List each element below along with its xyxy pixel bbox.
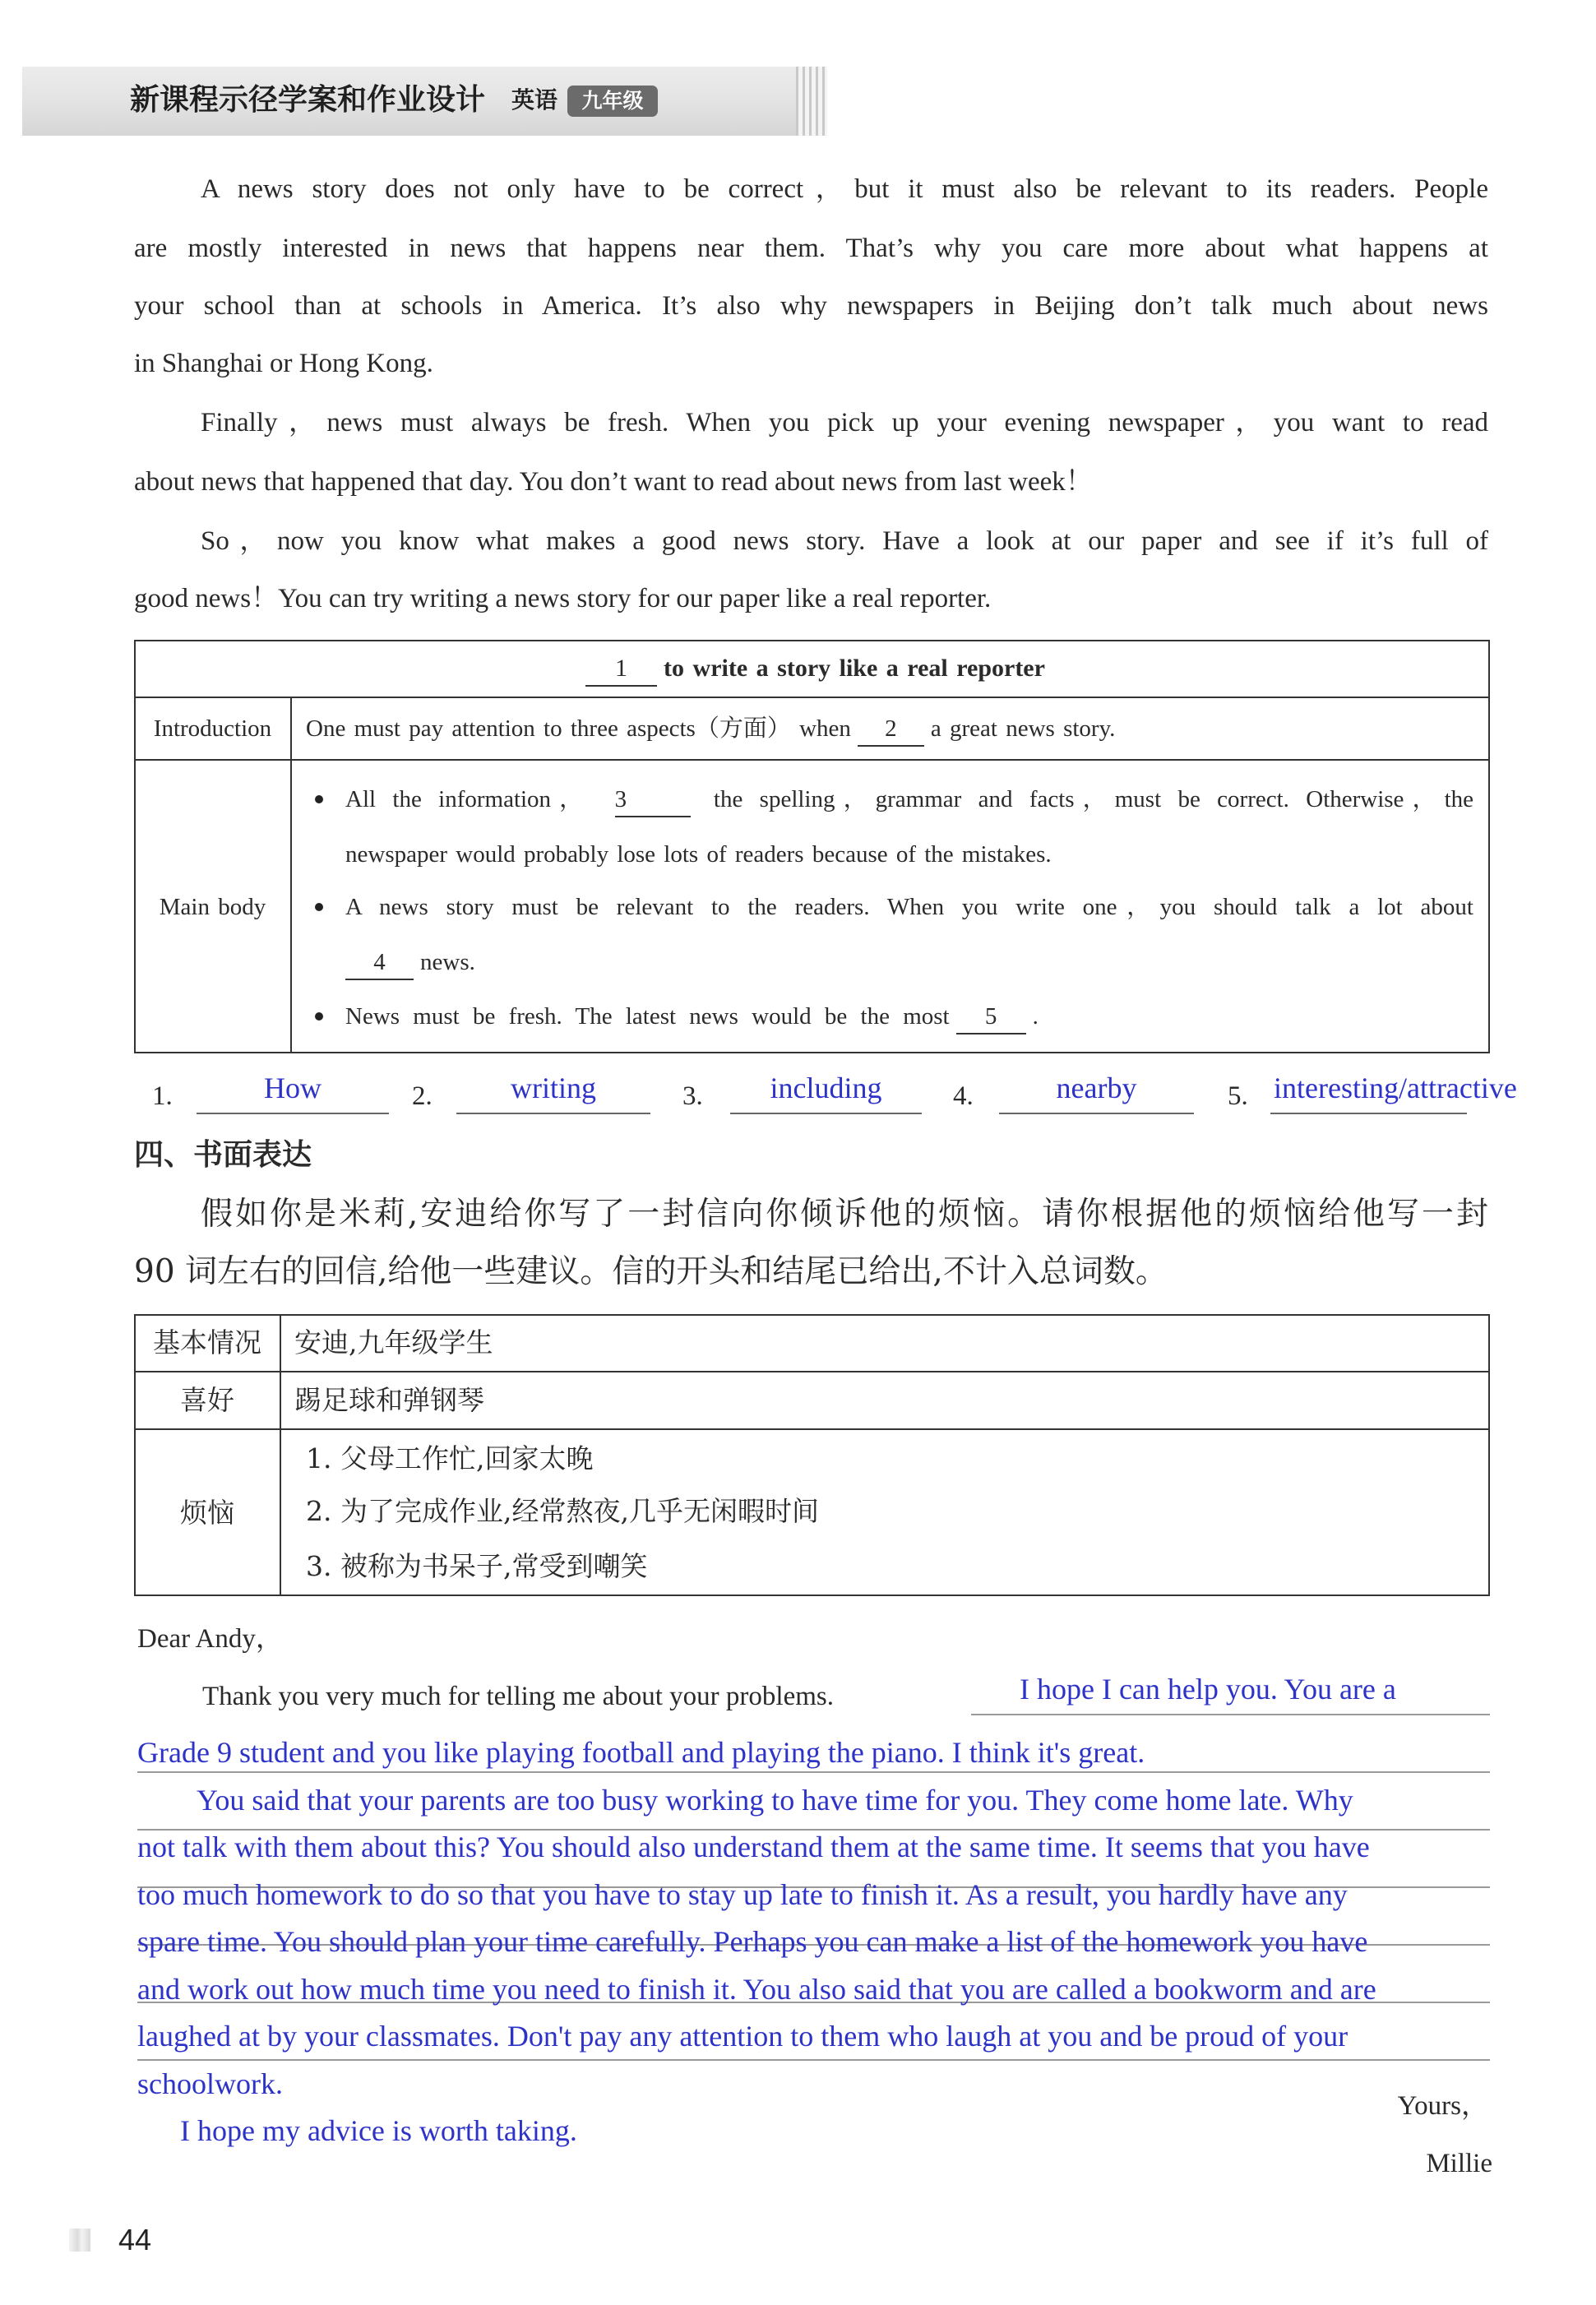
passage-line: A news story does not only have to be correct，but it must also be relevant to its readers. People	[201, 174, 1488, 204]
bullet-dot	[315, 1012, 323, 1021]
letter-answer-line: You said that your parents are too busy working to have time for you. They come home late. Why	[197, 1784, 1353, 1817]
answer-text: interesting/attractive	[1274, 1072, 1517, 1104]
grade-badge: 九年级	[567, 86, 658, 117]
subject-label: 英语	[511, 86, 558, 113]
bullet-dot	[315, 903, 323, 911]
bullet-dot	[315, 795, 323, 803]
bullet3-text-before: News must be fresh. The latest news would be the most	[345, 1003, 950, 1030]
answer-blank	[999, 1063, 1194, 1114]
blank-3: 3	[615, 783, 691, 817]
blank-2: 2	[858, 712, 924, 747]
blank-5: 5	[956, 1000, 1026, 1034]
answer-blank	[1270, 1063, 1517, 1114]
answer-number: 1.	[152, 1081, 173, 1111]
bullet3-line	[345, 992, 1039, 1041]
passage-line: in Shanghai or Hong Kong.	[134, 349, 433, 378]
letter-answer-line: not talk with them about this? You should also understand them at the same time. It seems that you have	[137, 1831, 1370, 1863]
title-text: to write a story like a real reporter	[664, 655, 1045, 682]
letter-greeting: Dear Andy，	[137, 1624, 283, 1654]
letter-answer-line: too much homework to do so that you have to stay up late to finish it. As a result, you hardly have any	[137, 1878, 1348, 1911]
passage-line: good news！You can try writing a news story for our paper like a real reporter.	[134, 584, 992, 613]
bullet1-line2: newspaper would probably lose lots of readers because of the mistakes.	[345, 841, 1052, 868]
letter-answer-line: spare time. You should plan your time carefully. Perhaps you can make a list of the homework you have	[137, 1925, 1368, 1958]
passage-line: So，now you know what makes a good news story. Have a look at our paper and see if it’s full of	[201, 526, 1488, 556]
worry-item: 3. 被称为书呆子,常受到嘲笑	[306, 1550, 648, 1582]
answer-text: including	[770, 1072, 882, 1104]
info-label-hobby: 喜好	[180, 1384, 234, 1416]
table-row-divider	[134, 1428, 1490, 1430]
letter-answer-line: laughed at by your classmates. Don't pay any attention to them who laugh at you and be proud of your	[137, 2020, 1349, 2053]
summary-table-title	[134, 644, 1490, 693]
prompt-line: 假如你是米莉,安迪给你写了一封信向你倾诉他的烦恼。请你根据他的烦恼给他写一封	[201, 1196, 1488, 1233]
letter-opening: Thank you very much for telling me about your problems.	[202, 1682, 834, 1711]
bullet1-text-before: All the information，	[345, 786, 592, 812]
letter-answer-line: I hope I can help you. You are a	[1020, 1673, 1396, 1706]
answer-number: 4.	[953, 1081, 974, 1111]
page-edge-mark	[69, 2229, 90, 2252]
info-value-hobby: 踢足球和弹钢琴	[294, 1384, 484, 1416]
book-title: 新课程示径学案和作业设计	[130, 83, 486, 117]
answer-text: How	[264, 1072, 322, 1104]
blank-1: 1	[585, 652, 657, 687]
bullet2-line1: A news story must be relevant to the readers. When you write one，you should talk a lot about	[345, 894, 1473, 920]
letter-answer-line: and work out how much time you need to finish it. You also said that you are called a bookworm and are	[137, 1973, 1376, 2006]
table-row-divider	[134, 697, 1490, 698]
answer-number: 3.	[682, 1081, 703, 1111]
worry-item: 1. 父母工作忙,回家太晚	[306, 1442, 594, 1474]
answer-blank	[197, 1063, 389, 1114]
letter-signature: Millie	[1426, 2149, 1492, 2178]
prompt-line: 90 词左右的回信,给他一些建议。信的开头和结尾已给出,不计入总词数。	[134, 1253, 1168, 1290]
answer-blank	[730, 1063, 922, 1114]
intro-label: Introduction	[153, 715, 272, 742]
header-stripes	[796, 67, 827, 136]
bullet2-text-after: news.	[420, 949, 475, 975]
answer-blank	[456, 1063, 650, 1114]
main-body-label: Main body	[159, 894, 266, 920]
answer-number: 2.	[412, 1081, 433, 1111]
letter-closing: Yours，	[1397, 2091, 1488, 2121]
passage-line: are mostly interested in news that happens near them. That’s why you care more about what happens at	[134, 234, 1488, 263]
answer-text: nearby	[1056, 1072, 1137, 1104]
answer-text: writing	[511, 1072, 596, 1104]
answer-number: 5.	[1228, 1081, 1248, 1111]
table-row-divider	[134, 1371, 1490, 1372]
passage-line: your school than at schools in America. It’s also why newspapers in Beijing don’t talk much about news	[134, 291, 1488, 321]
letter-answer-line: Grade 9 student and you like playing football and playing the piano. I think it's great.	[137, 1736, 1145, 1769]
section-heading: 四、书面表达	[134, 1138, 312, 1172]
bullet1-line1	[345, 775, 1473, 824]
table-row-divider	[134, 759, 1490, 761]
info-label-basic: 基本情况	[153, 1326, 261, 1358]
info-label-worries: 烦恼	[180, 1497, 234, 1529]
letter-answer-line: schoolwork.	[137, 2067, 283, 2100]
passage-line: Finally，news must always be fresh. When you pick up your evening newspaper，you want to read	[201, 408, 1488, 437]
intro-text-after: a great news story.	[930, 715, 1116, 742]
bullet2-line2	[345, 937, 475, 987]
intro-content	[306, 704, 1115, 753]
page-number: 44	[118, 2223, 152, 2256]
worry-item: 2. 为了完成作业,经常熬夜,几乎无闲暇时间	[306, 1495, 819, 1527]
blank-4: 4	[345, 946, 414, 980]
bullet3-text-after: .	[1032, 1003, 1039, 1030]
intro-text-before: One must pay attention to three aspects（方面） when	[306, 715, 851, 742]
writing-rule-line	[971, 1714, 1490, 1715]
info-value-basic: 安迪,九年级学生	[294, 1326, 493, 1358]
passage-line: about news that happened that day. You don’t want to read about news from last week！	[134, 467, 1093, 497]
bullet1-text-after: the spelling，grammar and facts，must be correct. Otherwise，the	[713, 786, 1474, 812]
letter-answer-line: I hope my advice is worth taking.	[180, 2114, 577, 2147]
